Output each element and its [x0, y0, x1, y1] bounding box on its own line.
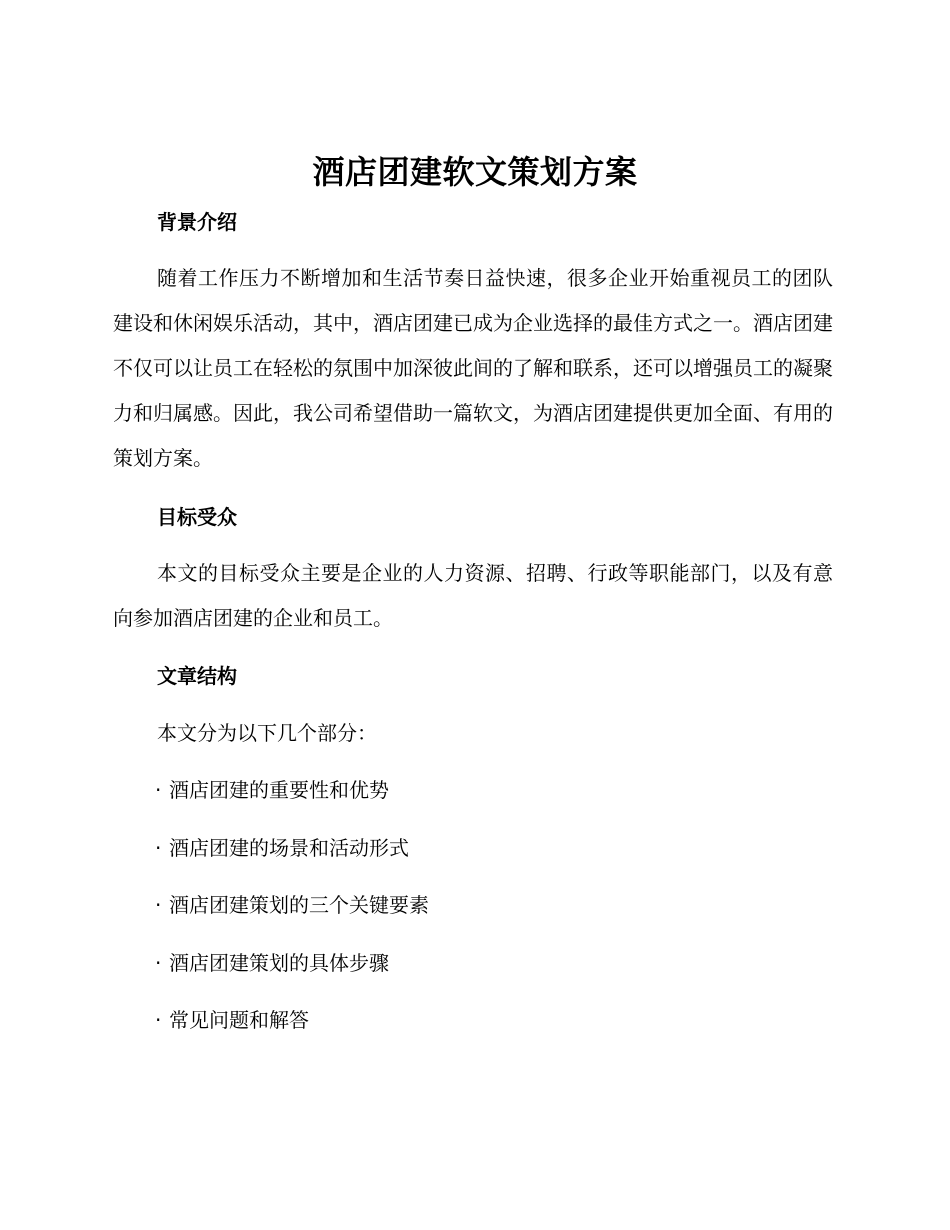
bullet-dot-icon: · [155, 893, 162, 917]
list-item-label: 酒店团建策划的具体步骤 [169, 951, 389, 975]
document-title: 酒店团建软文策划方案 [312, 153, 638, 191]
bullet-dot-icon: · [155, 778, 162, 802]
list-item [155, 949, 389, 977]
list-item [155, 776, 389, 804]
bullet-dot-icon: · [155, 1008, 162, 1032]
list-item-label: 酒店团建策划的三个关键要素 [169, 893, 429, 917]
section-paragraph-audience: 本文的目标受众主要是企业的人力资源、招聘、行政等职能部门，以及有意向参加酒店团建的企业和员工。 [113, 561, 833, 630]
list-item [155, 834, 409, 862]
section-paragraph-background: 随着工作压力不断增加和生活节奏日益快速，很多企业开始重视员工的团队建设和休闲娱乐活动，其中，酒店团建已成为企业选择的最佳方式之一。酒店团建不仅可以让员工在轻松的氛围中加深彼此间的了解和联系，还可以增强员工的凝聚力和归属感。因此，我公司希望借助一篇软文，为酒店团建提供更加全面、有用的策划方案。 [113, 266, 833, 470]
list-item [155, 891, 429, 919]
list-item [155, 1006, 309, 1034]
list-item-label: 酒店团建的重要性和优势 [169, 778, 389, 802]
list-item-label: 酒店团建的场景和活动形式 [169, 836, 409, 860]
list-item-label: 常见问题和解答 [169, 1008, 309, 1032]
bullet-dot-icon: · [155, 836, 162, 860]
section-heading-background: 背景介绍 [157, 210, 237, 234]
section-heading-audience: 目标受众 [157, 505, 237, 529]
bullet-dot-icon: · [155, 951, 162, 975]
structure-intro: 本文分为以下几个部分： [157, 721, 377, 745]
section-heading-structure: 文章结构 [157, 664, 237, 688]
